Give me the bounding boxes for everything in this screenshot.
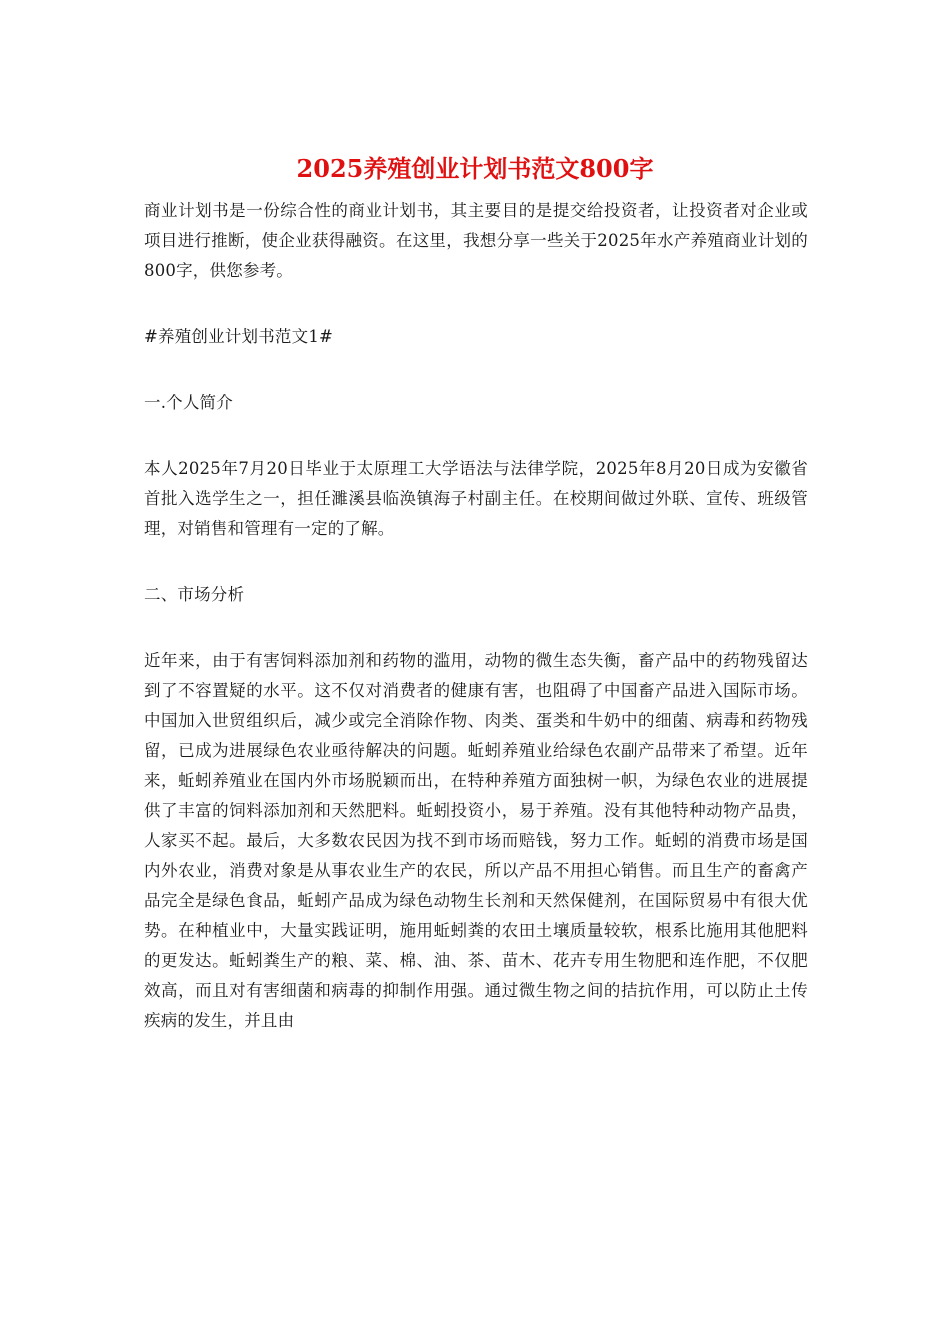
- document-title: 2025养殖创业计划书范文800字: [296, 154, 654, 183]
- personal-profile-paragraph: 本人2025年7月20日毕业于太原理工大学语法与法律学院，2025年8月20日成为安徽省首批入选学生之一，担任濉溪县临涣镇海子村副主任。在校期间做过外联、宣传、班级管理，对销售和管理有一定的了解。: [144, 459, 808, 538]
- document-body: [144, 196, 808, 1072]
- heading-personal-profile: 一.个人简介: [144, 393, 233, 412]
- intro-paragraph: 商业计划书是一份综合性的商业计划书，其主要目的是提交给投资者，让投资者对企业或项目进行推断，使企业获得融资。在这里，我想分享一些关于2025年水产养殖商业计划的800字，供您参考。: [144, 201, 808, 280]
- heading-market-analysis: 二、市场分析: [144, 585, 245, 604]
- section-marker: #养殖创业计划书范文1#: [144, 327, 334, 346]
- market-analysis-paragraph: 近年来，由于有害饲料添加剂和药物的滥用，动物的微生态失衡，畜产品中的药物残留达到了不容置疑的水平。这不仅对消费者的健康有害，也阻碍了中国畜产品进入国际市场。中国加入世贸组织后，减少或完全消除作物、肉类、蛋类和牛奶中的细菌、病毒和药物残留，已成为进展绿色农业亟待解决的问题。蚯蚓养殖业给绿色农副产品带来了希望。近年来，蚯蚓养殖业在国内外市场脱颖而出，在特种养殖方面独树一帜，为绿色农业的进展提供了丰富的饲料添加剂和天然肥料。蚯蚓投资小，易于养殖。没有其他特种动物产品贵，人家买不起。最后，大多数农民因为找不到市场而赔钱，努力工作。蚯蚓的消费市场是国内外农业，消费对象是从事农业生产的农民，所以产品不用担心销售。而且生产的畜禽产品完全是绿色食品，蚯蚓产品成为绿色动物生长剂和天然保健剂，在国际贸易中有很大优势。在种植业中，大量实践证明，施用蚯蚓粪的农田土壤质量较软，根系比施用其他肥料的更发达。蚯蚓粪生产的粮、菜、棉、油、茶、苗木、花卉专用生物肥和连作肥，不仅肥效高，而且对有害细菌和病毒的抑制作用强。通过微生物之间的拮抗作用，可以防止土传疾病的发生，并且由: [144, 651, 808, 1030]
